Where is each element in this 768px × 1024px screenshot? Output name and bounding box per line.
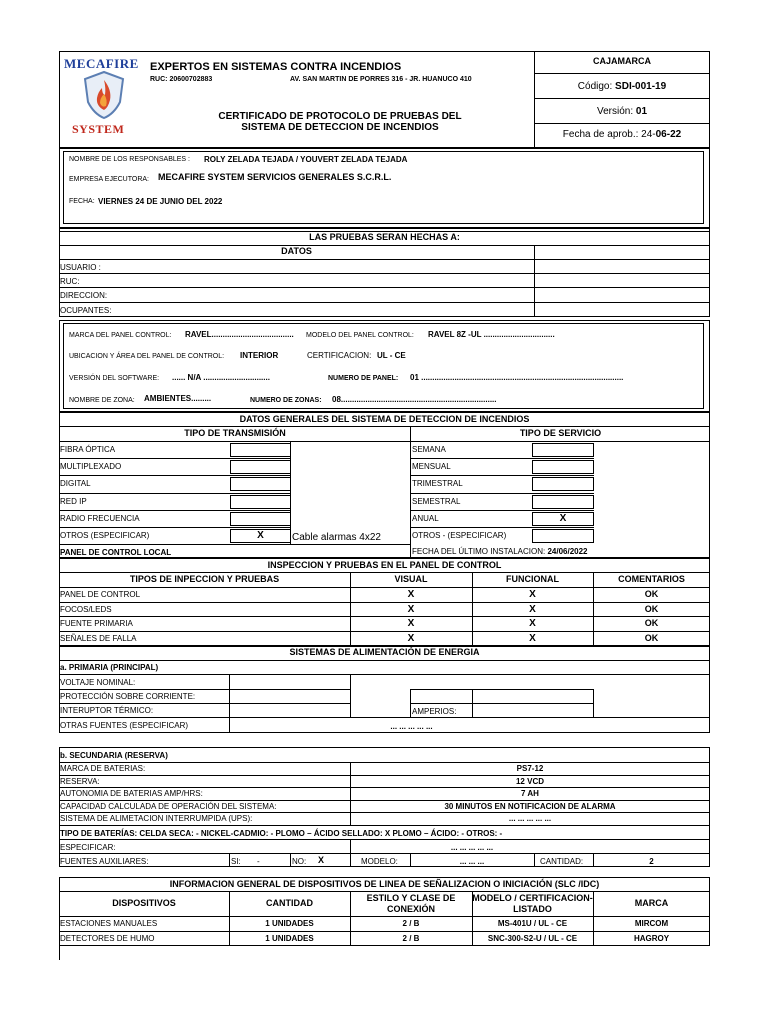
aux-si-label: SI:: [231, 857, 241, 866]
company-address: AV. SAN MARTIN DE PORRES 316 - JR. HUANUCO 410: [290, 76, 472, 83]
dispositivo-modelo: MS-401U / UL - CE: [497, 919, 568, 928]
panel-modelo-label: MODELO DEL PANEL CONTROL:: [306, 332, 414, 339]
panel-software-value: ...... N/A ..............................: [172, 373, 270, 382]
servicio-label: MENSUAL: [412, 462, 451, 472]
panel-num-label: NUMERO DE PANEL:: [328, 375, 399, 382]
logo-text-bottom: SYSTEM: [72, 122, 125, 136]
row-divider: [410, 527, 594, 528]
panel-software-label: VERSIÓN DEL SOFTWARE:: [69, 375, 160, 382]
dispositivo-cantidad: 1 UNIDADES: [265, 934, 314, 943]
datos-row-ruc: RUC:: [60, 277, 80, 286]
header-codigo: Código: SDI-001-19: [577, 81, 667, 92]
amperios-label: AMPERIOS:: [412, 707, 457, 716]
inspeccion-tipo: SEÑALES DE FALLA: [60, 633, 137, 643]
responsables-value: ROLY ZELADA TEJADA / YOUVERT ZELADA TEJADA: [204, 155, 408, 164]
panel-num-zonas-label: NUMERO DE ZONAS:: [250, 397, 322, 404]
dispositivos-title: INFORMACION GENERAL DE DISPOSITIVOS DE LINEA DE SEÑALIZACION O INICIACIÓN (SLC /IDC): [169, 879, 600, 889]
inspeccion-header-tipos: TIPOS DE INPECCION Y PRUEBAS: [129, 574, 280, 584]
inspeccion-comentarios: OK: [644, 589, 659, 599]
aux-cantidad-label: CANTIDAD:: [540, 857, 584, 866]
inspeccion-header-visual: VISUAL: [394, 574, 428, 584]
inspeccion-funcional: X: [529, 632, 536, 644]
servicio-checkbox: [532, 529, 594, 543]
fecha-label: FECHA:: [69, 198, 95, 205]
secundaria-label: MARCA DE BATERIAS:: [60, 764, 146, 773]
inspeccion-visual: X: [407, 603, 415, 615]
datos-subtitle: DATOS: [281, 246, 312, 256]
dispositivos-header-marca: MARCA: [634, 898, 669, 908]
aux-modelo-label: MODELO:: [361, 857, 398, 866]
aux-si-value: -: [257, 857, 260, 866]
transmision-mark: X: [257, 530, 264, 541]
row-divider: [410, 458, 594, 459]
servicio-label: OTROS - (ESPECIFICAR): [412, 531, 507, 540]
energia-title: SISTEMAS DE ALIMENTACIÓN DE ENERGIA: [289, 647, 480, 657]
row-divider: [59, 475, 290, 476]
datos-section-title: LAS PRUEBAS SERAN HECHAS A:: [309, 232, 460, 242]
inspeccion-funcional: X: [529, 589, 536, 600]
aux-label: FUENTES AUXILIARES:: [60, 857, 149, 866]
row-divider: [59, 825, 710, 826]
dispositivo-marca: HAGROY: [633, 934, 670, 943]
datos-row-ocupantes: OCUPANTES:: [60, 306, 112, 315]
otros-note: Cable alarmas 4x22: [292, 532, 381, 543]
inspeccion-header-comentarios: COMENTARIOS: [618, 574, 685, 584]
inspeccion-title: INSPECCION Y PRUEBAS EN EL PANEL DE CONTROL: [267, 560, 502, 570]
panel-zona-label: NOMBRE DE ZONA:: [69, 397, 135, 404]
transmision-checkbox: [230, 495, 291, 509]
inspeccion-funcional: X: [529, 618, 536, 629]
doc-title-line-2: SISTEMA DE DETECCION DE INCENDIOS: [241, 122, 439, 133]
company-ruc: RUC: 20600702883: [150, 76, 213, 83]
transmision-label: RED IP: [60, 496, 87, 506]
datos-row-usuario: USUARIO :: [60, 263, 101, 272]
inspeccion-tipo: FUENTE PRIMARIA: [60, 619, 133, 628]
row-divider: [59, 616, 710, 617]
logo-text-top: MECAFIRE: [64, 56, 139, 71]
servicio-label: SEMESTRAL: [412, 496, 461, 506]
row-divider: [410, 510, 594, 511]
header-fecha-aprob: Fecha de aprob.: 24-06-22: [562, 129, 682, 140]
dispositivo-cantidad: 1 UNIDADES: [265, 919, 314, 928]
servicio-checkbox: [532, 460, 594, 474]
row-divider: [59, 458, 290, 459]
primaria-otras: OTRAS FUENTES (ESPECIFICAR): [60, 721, 189, 730]
servicio-checkbox: [532, 495, 594, 509]
servicio-label: SEMANA: [412, 445, 446, 454]
inspeccion-comentarios: OK: [644, 632, 659, 643]
servicio-label: ANUAL: [412, 513, 439, 523]
panel-marca-label: MARCA DEL PANEL CONTROL:: [69, 332, 172, 339]
datos-generales-title: DATOS GENERALES DEL SISTEMA DE DETECCION DE INCENDIOS: [239, 414, 530, 424]
servicio-mark: X: [559, 512, 567, 524]
panel-modelo-value: RAVEL 8Z -UL ................................: [428, 330, 555, 339]
panel-ubicacion-label: UBICACION Y ÁREA DEL PANEL DE CONTROL:: [69, 353, 225, 360]
dispositivo-estilo: 2 / B: [402, 919, 420, 928]
doc-title-line-1: CERTIFICADO DE PROTOCOLO DE PRUEBAS DEL: [218, 111, 462, 122]
row-divider: [59, 510, 290, 511]
header-city: CAJAMARCA: [593, 56, 651, 66]
secundaria-value: 7 AH: [521, 789, 539, 799]
panel-num-value: 01 ...........................................................................................: [410, 373, 624, 382]
inspeccion-tipo: PANEL DE CONTROL: [60, 590, 141, 599]
transmision-checkbox: [230, 477, 291, 491]
dispositivos-header-modelo: MODELO / CERTIFICACION- LISTADO: [472, 893, 593, 914]
primaria-interruptor: INTERUPTOR TÉRMICO:: [60, 706, 154, 715]
panel-marca-value: RAVEL.....................................: [185, 330, 294, 339]
aux-cantidad-value: 2: [649, 857, 654, 866]
row-divider: [59, 527, 290, 528]
transmision-checkbox: [230, 512, 291, 526]
dispositivo-marca: MIRCOM: [634, 919, 669, 928]
inspeccion-visual: X: [407, 632, 415, 644]
secundaria-value: ... ... ... ... ...: [508, 814, 552, 824]
secundaria-label: RESERVA:: [60, 776, 100, 786]
row-divider: [410, 475, 594, 476]
aux-no-label: NO:: [292, 857, 307, 866]
transmision-label: DIGITAL: [60, 479, 91, 489]
primaria-voltaje: VOLTAJE NOMINAL:: [60, 678, 136, 687]
servicio-label: TRIMESTRAL: [412, 479, 463, 489]
fecha-value: VIERNES 24 DE JUNIO DEL 2022: [98, 197, 223, 206]
servicio-checkbox: [532, 443, 594, 457]
company-logo: [62, 56, 148, 138]
company-title: EXPERTOS EN SISTEMAS CONTRA INCENDIOS: [150, 61, 402, 73]
dispositivos-header-estilo: ESTILO Y CLASE DE CONEXIÓN: [366, 893, 456, 914]
inspeccion-funcional: X: [529, 603, 536, 615]
dispositivo-name: ESTACIONES MANUALES: [60, 919, 158, 928]
datos-row-direccion: DIRECCION:: [60, 291, 108, 300]
secundaria-label: AUTONOMIA DE BATERIAS AMP/HRS:: [60, 789, 203, 799]
responsables-label: NOMBRE DE LOS RESPONSABLES :: [69, 156, 190, 163]
dispositivos-header-dispositivos: DISPOSITIVOS: [112, 898, 176, 908]
empresa-label: EMPRESA EJECUTORA:: [69, 176, 150, 183]
aux-modelo-value: ... ... ...: [459, 857, 485, 866]
primaria-title: a. PRIMARIA (PRINCIPAL): [60, 663, 159, 672]
transmision-label: FIBRA ÓPTICA: [60, 445, 116, 454]
panel-num-zonas-value: 08......................................................................: [332, 395, 497, 404]
header-version: Versión: 01: [596, 106, 648, 117]
row-divider: [410, 493, 594, 494]
secundaria-value: 12 VCD: [515, 776, 544, 786]
panel-certificacion-label: CERTIFICACION:: [307, 351, 372, 360]
dispositivo-name: DETECTORES DE HUMO: [60, 934, 155, 943]
row-divider: [59, 602, 710, 603]
secundaria-value: PS7-12: [516, 764, 544, 773]
panel-zona-value: AMBIENTES.........: [144, 394, 212, 403]
logo-shield-icon: [82, 70, 126, 120]
dispositivo-modelo: SNC-300-S2-U / UL - CE: [487, 934, 578, 943]
transmision-checkbox: [230, 443, 291, 457]
panel-control-local: PANEL DE CONTROL LOCAL: [60, 548, 172, 557]
transmision-label: OTROS (ESPECIFICAR): [60, 531, 150, 540]
otras-fuentes-value: ... ... ... ... ...: [390, 722, 433, 731]
panel-ubicacion-value: INTERIOR: [240, 351, 279, 360]
fecha-instalacion: FECHA DEL ÚLTIMO INSTALACION: 24/06/2022: [412, 547, 588, 556]
primaria-proteccion: PROTECCIÓN SOBRE CORRIENTE:: [60, 692, 196, 701]
transmision-label: MULTIPLEXADO: [60, 462, 122, 472]
tipo-servicio-header: TIPO DE SERVICIO: [519, 428, 602, 438]
aux-no-value: X: [318, 855, 325, 865]
row-divider: [59, 931, 710, 932]
inspeccion-header-funcional: FUNCIONAL: [506, 574, 559, 584]
inspeccion-tipo: FOCOS/LEDS: [60, 604, 112, 614]
tipo-baterias: TIPO DE BATERÍAS: CELDA SECA: - NICKEL-CADMIO: - PLOMO – ÁCIDO SELLADO: X PLOMO – ÁCIDO: - OTROS: -: [60, 829, 503, 838]
secundaria-label: SISTEMA DE ALIMETACION INTERRUMPIDA (UPS):: [60, 814, 253, 824]
secundaria-label: CAPACIDAD CALCULADA DE OPERACIÓN DEL SISTEMA:: [60, 801, 277, 811]
secundaria-value: 30 MINUTOS EN NOTIFICACION DE ALARMA: [444, 801, 616, 811]
especificar-label: ESPECIFICAR:: [60, 843, 116, 852]
secundaria-title: b. SECUNDARIA (RESERVA): [60, 751, 168, 760]
dispositivo-estilo: 2 / B: [402, 934, 420, 943]
row-divider: [59, 631, 710, 632]
especificar-value: ... ... ... ... ...: [450, 843, 494, 852]
dispositivos-header-cantidad: CANTIDAD: [266, 898, 313, 908]
inspeccion-visual: X: [407, 618, 415, 629]
servicio-checkbox: [532, 477, 594, 491]
panel-certificacion-value: UL - CE: [377, 351, 406, 360]
transmision-checkbox: [230, 460, 291, 474]
row-divider: [59, 493, 290, 494]
tipo-transmision-header: TIPO DE TRANSMISIÓN: [184, 428, 286, 438]
inspeccion-comentarios: OK: [644, 603, 659, 614]
inspeccion-visual: X: [407, 589, 415, 600]
transmision-label: RADIO FRECUENCIA: [60, 513, 140, 523]
empresa-value: MECAFIRE SYSTEM SERVICIOS GENERALES S.C.R.L.: [158, 172, 392, 182]
inspeccion-comentarios: OK: [644, 618, 659, 628]
